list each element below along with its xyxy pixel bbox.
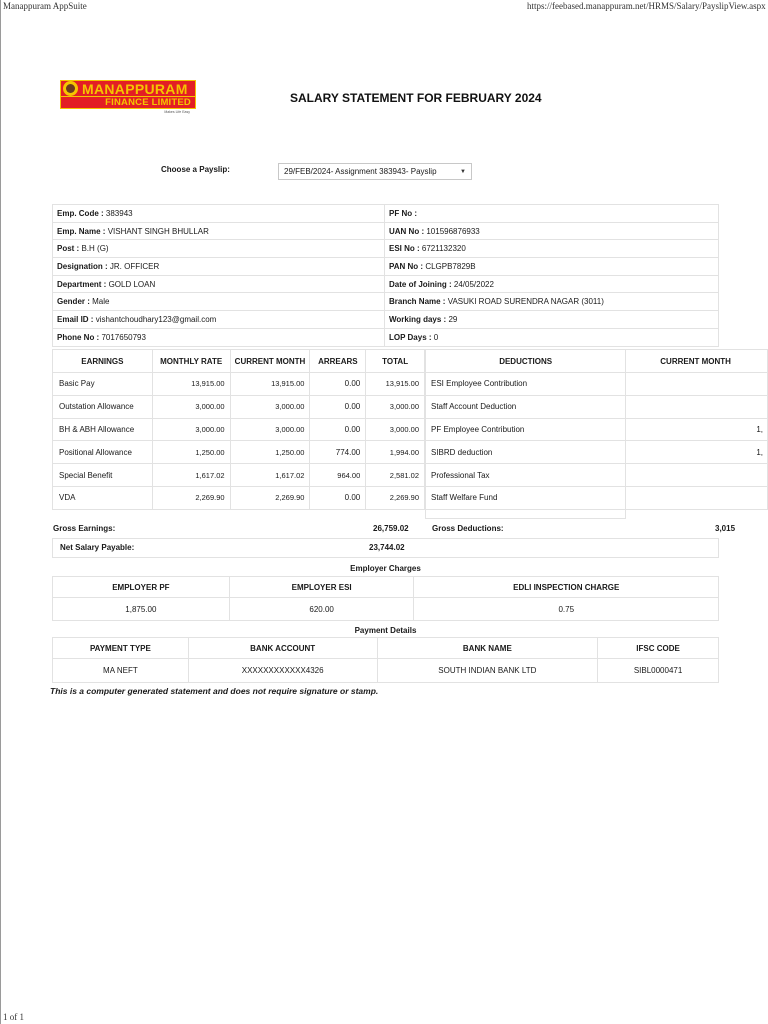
page-border [0, 0, 1, 1024]
gross-deductions-value: 3,015 [715, 524, 736, 533]
phone-value: 7017650793 [101, 332, 146, 342]
earning-rate: 1,250.00 [152, 441, 230, 464]
arrears-header: ARREARS [310, 350, 366, 373]
email-label: Email ID : [57, 314, 94, 324]
payment-type-value: MA NEFT [53, 659, 189, 683]
working-days-label: Working days : [389, 314, 447, 324]
table-row [53, 598, 719, 621]
info-row [53, 311, 719, 329]
employer-esi-value: 620.00 [229, 598, 414, 621]
deduction-name: ESI Employee Contribution [426, 373, 626, 396]
gross-earnings-value: 26,759.02 [373, 524, 409, 533]
lop-days-value: 0 [433, 332, 439, 342]
employer-pf-header: EMPLOYER PF [53, 577, 230, 598]
department-value: GOLD LOAN [108, 279, 156, 289]
lop-days-label: LOP Days : [389, 332, 432, 342]
employer-esi-header: EMPLOYER ESI [229, 577, 414, 598]
esi-no-label: ESI No : [389, 244, 420, 254]
edli-header: EDLI INSPECTION CHARGE [414, 577, 719, 598]
earning-arrears: 0.00 [310, 373, 366, 396]
info-row [53, 258, 719, 276]
pf-no-label: PF No : [389, 208, 417, 218]
payslip-select-value: 29/FEB/2024- Assignment 383943- Payslip [284, 167, 437, 176]
earning-name: BH & ABH Allowance [53, 418, 153, 441]
gross-earnings-label: Gross Earnings: [53, 524, 116, 533]
info-row [53, 222, 719, 240]
payment-details-title: Payment Details [354, 626, 417, 635]
uan-no-label: UAN No : [389, 226, 425, 236]
earning-rate: 1,617.02 [152, 464, 230, 487]
earning-name: Special Benefit [53, 464, 153, 487]
deduction-name: PF Employee Contribution [426, 418, 626, 441]
page-title: SALARY STATEMENT FOR FEBRUARY 2024 [290, 91, 542, 105]
employer-charges-title: Employer Charges [350, 564, 421, 573]
deduction-name: Professional Tax [426, 464, 626, 487]
designation-value: JR. OFFICER [109, 261, 160, 271]
logo-tagline: Makes Life Easy [164, 110, 190, 114]
logo-subtitle: FINANCE LIMITED [105, 97, 191, 108]
payment-header-row [53, 638, 719, 659]
table-row [53, 486, 425, 509]
earning-arrears: 964.00 [310, 464, 366, 487]
print-page-title: Manappuram AppSuite [3, 1, 87, 11]
earning-rate: 2,269.90 [152, 486, 230, 509]
print-url: https://feebased.manappuram.net/HRMS/Salary/PayslipView.aspx [527, 1, 766, 11]
earning-name: Positional Allowance [53, 441, 153, 464]
table-row [53, 373, 425, 396]
gross-deductions-label: Gross Deductions: [432, 524, 504, 533]
ifsc-value: SIBL0000471 [598, 659, 719, 683]
phone-label: Phone No : [57, 332, 100, 342]
esi-no-value: 6721132320 [421, 244, 466, 254]
working-days-value: 29 [448, 314, 458, 324]
employer-pf-value: 1,875.00 [53, 598, 230, 621]
bank-name-value: SOUTH INDIAN BANK LTD [377, 659, 598, 683]
branch-label: Branch Name : [389, 297, 446, 307]
table-row [53, 464, 425, 487]
net-salary-value: 23,744.02 [369, 543, 405, 552]
payslip-select-label: Choose a Payslip: [161, 165, 230, 174]
company-logo [60, 80, 196, 114]
table-row [426, 418, 768, 441]
earning-current: 3,000.00 [230, 418, 310, 441]
table-row [426, 464, 768, 487]
info-row [53, 293, 719, 311]
gender-value: Male [92, 297, 110, 307]
table-row [426, 373, 768, 396]
earning-current: 13,915.00 [230, 373, 310, 396]
earning-rate: 13,915.00 [152, 373, 230, 396]
deduction-current [626, 464, 768, 487]
deduction-current-header: CURRENT MONTH [626, 350, 768, 373]
table-row [53, 395, 425, 418]
info-row [53, 240, 719, 258]
emp-code-value: 383943 [105, 208, 133, 218]
table-row [53, 659, 719, 683]
earning-name: Outstation Allowance [53, 395, 153, 418]
deductions-header-row [426, 350, 768, 373]
table-row [426, 441, 768, 464]
email-value: vishantchoudhary123@gmail.com [95, 314, 217, 324]
pan-no-label: PAN No : [389, 261, 424, 271]
earning-name: Basic Pay [53, 373, 153, 396]
earning-total: 13,915.00 [366, 373, 425, 396]
payment-details-table [52, 637, 719, 683]
current-month-header: CURRENT MONTH [230, 350, 310, 373]
payslip-select[interactable] [278, 163, 472, 180]
ifsc-header: IFSC CODE [598, 638, 719, 659]
deduction-current: 1, [626, 418, 768, 441]
page-counter: 1 of 1 [3, 1012, 24, 1022]
earning-current: 3,000.00 [230, 395, 310, 418]
bank-account-value: XXXXXXXXXXXX4326 [188, 659, 377, 683]
employer-charges-table [52, 576, 719, 621]
bank-account-header: BANK ACCOUNT [188, 638, 377, 659]
department-label: Department : [57, 279, 107, 289]
doj-label: Date of Joining : [389, 279, 452, 289]
earning-arrears: 0.00 [310, 486, 366, 509]
earning-arrears: 774.00 [310, 441, 366, 464]
earning-total: 3,000.00 [366, 395, 425, 418]
deduction-current [626, 486, 768, 509]
logo-emblem-icon [63, 81, 78, 96]
bank-name-header: BANK NAME [377, 638, 598, 659]
earning-current: 1,617.02 [230, 464, 310, 487]
deduction-name: SIBRD deduction [426, 441, 626, 464]
chevron-down-icon: ▼ [460, 168, 466, 175]
earnings-header-row [53, 350, 425, 373]
earning-arrears: 0.00 [310, 395, 366, 418]
earning-current: 1,250.00 [230, 441, 310, 464]
logo-name: MANAPPURAM [82, 80, 188, 97]
earning-total: 1,994.00 [366, 441, 425, 464]
deductions-table [425, 349, 768, 519]
post-label: Post : [57, 244, 80, 254]
doj-value: 24/05/2022 [453, 279, 494, 289]
emp-name-label: Emp. Name : [57, 226, 106, 236]
earnings-table [52, 349, 425, 510]
info-row [53, 328, 719, 346]
employer-charges-header-row [53, 577, 719, 598]
deduction-current: 1, [626, 441, 768, 464]
designation-label: Designation : [57, 261, 108, 271]
table-row [426, 395, 768, 418]
net-salary-label: Net Salary Payable: [60, 543, 135, 552]
deduction-name: Staff Account Deduction [426, 395, 626, 418]
table-row [53, 418, 425, 441]
disclaimer-note: This is a computer generated statement and does not require signature or stamp. [50, 686, 379, 696]
info-row [53, 205, 719, 223]
earning-rate: 3,000.00 [152, 395, 230, 418]
earnings-header: EARNINGS [53, 350, 153, 373]
employee-info-table [52, 204, 719, 347]
branch-value: VASUKI ROAD SURENDRA NAGAR (3011) [447, 297, 604, 307]
table-row [53, 441, 425, 464]
earning-rate: 3,000.00 [152, 418, 230, 441]
monthly-rate-header: MONTHLY RATE [152, 350, 230, 373]
emp-code-label: Emp. Code : [57, 208, 104, 218]
earning-arrears: 0.00 [310, 418, 366, 441]
uan-no-value: 101596876933 [426, 226, 480, 236]
deductions-header: DEDUCTIONS [426, 350, 626, 373]
emp-name-value: VISHANT SINGH BHULLAR [107, 226, 209, 236]
deduction-current [626, 395, 768, 418]
deduction-name: Staff Welfare Fund [426, 486, 626, 509]
post-value: B.H (G) [81, 244, 109, 254]
edli-value: 0.75 [414, 598, 719, 621]
table-row [426, 509, 768, 518]
table-row [426, 486, 768, 509]
total-header: TOTAL [366, 350, 425, 373]
earning-total: 2,269.90 [366, 486, 425, 509]
earning-current: 2,269.90 [230, 486, 310, 509]
payment-type-header: PAYMENT TYPE [53, 638, 189, 659]
earning-total: 3,000.00 [366, 418, 425, 441]
earning-name: VDA [53, 486, 153, 509]
gender-label: Gender : [57, 297, 90, 307]
pan-no-value: CLGPB7829B [425, 261, 476, 271]
earning-total: 2,581.02 [366, 464, 425, 487]
deduction-current [626, 373, 768, 396]
info-row [53, 275, 719, 293]
